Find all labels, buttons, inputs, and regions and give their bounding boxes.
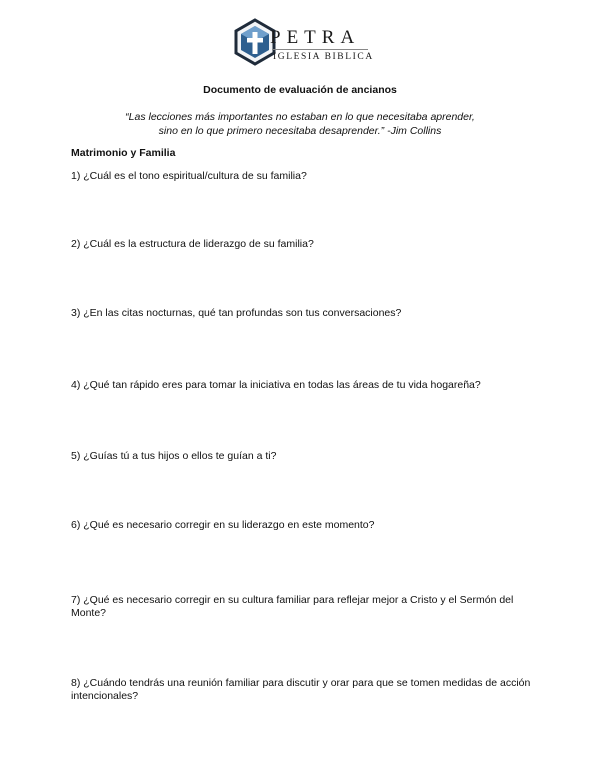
logo-divider [272, 49, 368, 50]
church-logo [232, 18, 372, 66]
question-2: 2) ¿Cuál es la estructura de liderazgo de su familia? [71, 238, 314, 250]
question-1: 1) ¿Cuál es el tono espiritual/cultura de su familia? [71, 170, 307, 182]
question-8: 8) ¿Cuándo tendrás una reunión familiar para discutir y orar para que se tomen medidas de acción intencionales? [71, 677, 531, 702]
quote-line-2: sino en lo que primero necesitaba desaprender.” -Jim Collins [158, 125, 442, 137]
question-5: 5) ¿Guías tú a tus hijos o ellos te guían a ti? [71, 450, 277, 462]
document-title: Documento de evaluación de ancianos [203, 84, 397, 96]
question-6: 6) ¿Qué es necesario corregir en su liderazgo en este momento? [71, 519, 375, 531]
question-7: 7) ¿Qué es necesario corregir en su cultura familiar para reflejar mejor a Cristo y el Sermón del Monte? [71, 594, 514, 619]
logo-wordmark: PETRA [270, 27, 361, 48]
section-title: Matrimonio y Familia [71, 147, 176, 159]
question-4: 4) ¿Qué tan rápido eres para tomar la iniciativa en todas las áreas de tu vida hogareña? [71, 379, 481, 391]
quote-line-1: “Las lecciones más importantes no estaban en lo que necesitaba aprender, [125, 111, 475, 123]
question-3: 3) ¿En las citas nocturnas, qué tan profundas son tus conversaciones? [71, 307, 402, 319]
logo-subtitle: IGLESIA BIBLICA [273, 52, 374, 62]
epigraph-quote [0, 110, 600, 138]
